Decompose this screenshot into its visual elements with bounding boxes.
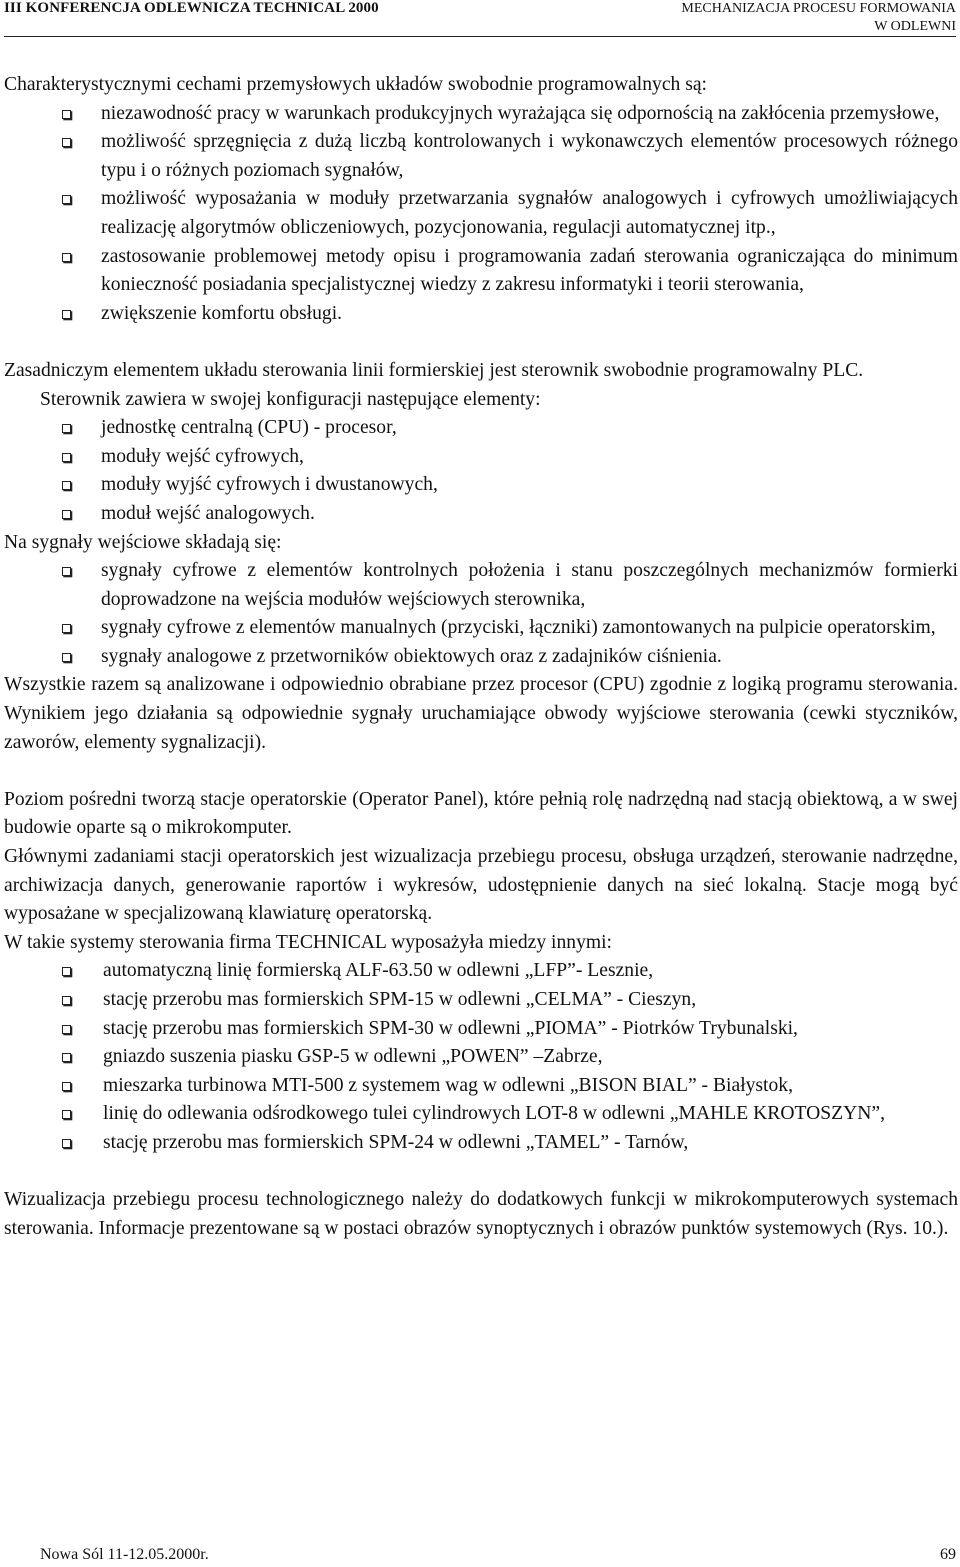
list-item: gniazdo suszenia piasku GSP-5 w odlewni „POWEN” –Zabrze, (4, 1043, 958, 1072)
checkbox-bullet-icon (62, 510, 71, 519)
list-item: możliwość sprzęgnięcia z dużą liczbą kontrolowanych i wykonawczych elementów procesowych różnego typu i o różnych poziomach sygnałów, (4, 128, 958, 185)
processing-paragraph: Wszystkie razem są analizowane i odpowiednio obrabiane przez procesor (CPU) zgodnie z logiką programu sterowania. Wynikiem jego działania są odpowiednie sygnały uruchamiające obwody wyjściowe sterowania (cewki styczników, zaworów, elementy sygnalizacji). (4, 674, 958, 753)
checkbox-bullet-icon (62, 253, 71, 262)
visualization-paragraph: Wizualizacja przebiegu procesu technologicznego należy do dodatkowych funkcji w mikrokomputerowych systemach sterowania. Informacje prezentowane są w postaci obrazów synoptycznych i obrazów punktów systemowych (Rys. 10.). (4, 1189, 958, 1239)
list-item: sygnały analogowe z przetworników obiektowych oraz z zadajników ciśnienia. (4, 643, 958, 672)
checkbox-bullet-icon (62, 1025, 71, 1034)
list-item: automatyczną linię formierską ALF-63.50 w odlewni „LFP”- Lesznie, (4, 957, 958, 986)
checkbox-bullet-icon (62, 481, 71, 490)
list-item: moduły wejść cyfrowych, (4, 443, 958, 472)
checkbox-bullet-icon (62, 653, 71, 662)
list-item: zwiększenie komfortu obsługi. (4, 300, 958, 329)
paragraph-gap (4, 757, 958, 786)
controller-components-intro: Sterownik zawiera w swojej konfiguracji następujące elementy: (40, 388, 541, 410)
list-item: sygnały cyfrowe z elementów kontrolnych położenia i stanu poszczególnych mechanizmów formierki doprowadzone na wejścia modułów wejściowych sterownika, (4, 557, 958, 614)
conference-title: III KONFERENCJA ODLEWNICZA TECHNICAL 2000 (4, 0, 379, 16)
operator-stations-paragraph: Poziom pośredni tworzą stacje operatorskie (Operator Panel), które pełnią rolę nadrzędną nad stacją obiektową, a w swej budowie oparte są o mikrokomputer. (4, 788, 958, 839)
list-item: zastosowanie problemowej metody opisu i programowania zadań sterowania ograniczająca do minimum konieczność posiadania specjalistycznej wiedzy z zakresu informatyki i teorii sterowania, (4, 243, 958, 300)
checkbox-bullet-icon (62, 1139, 71, 1148)
plc-features-list (4, 100, 958, 329)
checkbox-bullet-icon (62, 453, 71, 462)
checkbox-bullet-icon (62, 310, 71, 319)
installations-intro: W takie systemy sterowania firma TECHNICAL wyposażyła miedzy innymi: (4, 931, 612, 953)
page-number: 69 (940, 1546, 956, 1563)
list-item: możliwość wyposażania w moduły przetwarzania sygnałów analogowych i cyfrowych umożliwiających realizację algorytmów obliczeniowych, pozycjonowania, regulacji automatycznej itp., (4, 185, 958, 242)
input-signals-intro: Na sygnały wejściowe składają się: (4, 531, 282, 553)
installations-list (4, 957, 958, 1157)
list-item: sygnały cyfrowe z elementów manualnych (przyciski, łączniki) zamontowanych na pulpicie operatorskim, (4, 614, 958, 643)
operator-tasks-paragraph: Głównymi zadaniami stacji operatorskich jest wizualizacja przebiegu procesu, obsługa urządzeń, sterowanie nadrzędne, archiwizacja danych, generowanie raportów i wykresów, udostępnienie danych na sieć lokalną. Stacje mogą być wyposażane w specjalizowaną klawiaturę operatorską. (4, 846, 958, 925)
list-item: jednostkę centralną (CPU) - procesor, (4, 414, 958, 443)
checkbox-bullet-icon (62, 967, 71, 976)
checkbox-bullet-icon (62, 1053, 71, 1062)
list-item: moduły wyjść cyfrowych i dwustanowych, (4, 471, 958, 500)
checkbox-bullet-icon (62, 195, 71, 204)
controller-components-list (4, 414, 958, 528)
paragraph-gap (4, 328, 958, 357)
list-item: niezawodność pracy w warunkach produkcyjnych wyrażająca się odpornością na zakłócenia przemysłowe, (4, 100, 958, 129)
section1-intro: Charakterystycznymi cechami przemysłowych układów swobodnie programowalnych są: (4, 74, 707, 95)
list-item: moduł wejść analogowych. (4, 500, 958, 529)
page-header (4, 0, 956, 37)
document-body (4, 71, 958, 1243)
checkbox-bullet-icon (62, 1110, 71, 1119)
input-signals-list (4, 557, 958, 671)
checkbox-bullet-icon (62, 624, 71, 633)
list-item: stację przerobu mas formierskich SPM-24 w odlewni „TAMEL” - Tarnów, (4, 1129, 958, 1158)
footer-place-date: Nowa Sól 11-12.05.2000r. (40, 1546, 209, 1563)
plc-paragraph: Zasadniczym elementem układu sterowania linii formierskiej jest sterownik swobodnie programowalny PLC. (4, 359, 864, 381)
checkbox-bullet-icon (62, 424, 71, 433)
list-item: stację przerobu mas formierskich SPM-30 w odlewni „PIOMA” - Piotrków Trybunalski, (4, 1015, 958, 1044)
checkbox-bullet-icon (62, 1082, 71, 1091)
paragraph-gap (4, 1158, 958, 1187)
checkbox-bullet-icon (62, 110, 71, 119)
checkbox-bullet-icon (62, 996, 71, 1005)
section-title (681, 0, 956, 36)
checkbox-bullet-icon (62, 567, 71, 576)
section-title-line2: W ODLEWNI (874, 19, 956, 34)
list-item: mieszarka turbinowa MTI-500 z systemem wag w odlewni „BISON BIAL” - Białystok, (4, 1072, 958, 1101)
section-title-line1: MECHANIZACJA PROCESU FORMOWANIA (681, 1, 956, 16)
checkbox-bullet-icon (62, 138, 71, 147)
list-item: stację przerobu mas formierskich SPM-15 w odlewni „CELMA” - Cieszyn, (4, 986, 958, 1015)
list-item: linię do odlewania odśrodkowego tulei cylindrowych LOT-8 w odlewni „MAHLE KROTOSZYN”, (4, 1100, 958, 1129)
